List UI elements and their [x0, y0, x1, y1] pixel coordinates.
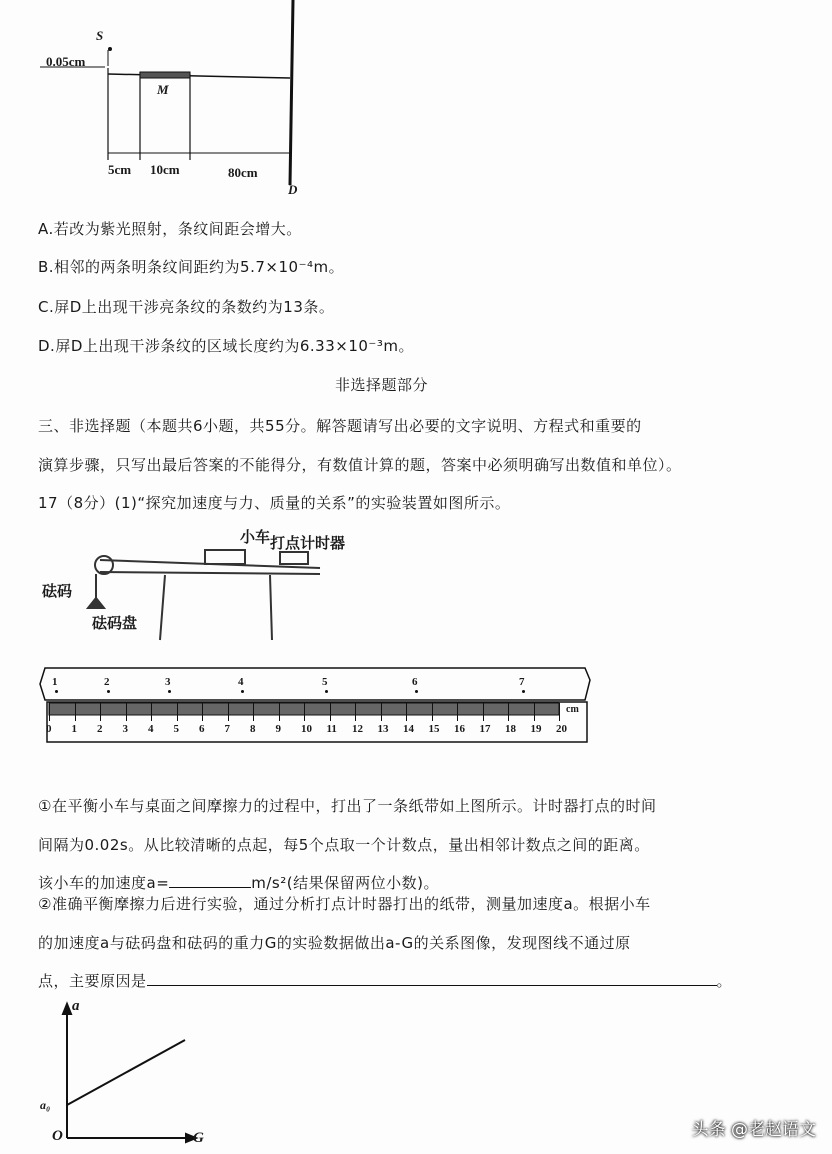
graph-intercept-label: a₀ — [40, 1098, 51, 1112]
distance-label-1: 5cm — [108, 162, 132, 177]
ruler-tick-label: 20 — [556, 723, 567, 735]
tape-dot — [168, 690, 171, 693]
tape-point-label: 6 — [412, 676, 418, 688]
ruler-tick-label: 4 — [148, 723, 154, 735]
ruler-tick — [49, 703, 50, 721]
ruler-tick-label: 5 — [173, 723, 179, 735]
distance-label-2: 10cm — [150, 162, 180, 177]
watermark: 头条 @老赵语文 — [691, 1120, 816, 1140]
q1-line3 — [38, 872, 439, 893]
ruler-tick — [202, 703, 203, 721]
ruler-tick-label: 0 — [46, 723, 52, 735]
cart-label: 小车 — [240, 530, 271, 546]
option-d: D.屏D上出现干涉条纹的区域长度约为6.33×10⁻³m。 — [38, 337, 414, 355]
q2-line1: ②准确平衡摩擦力后进行实验，通过分析打点计时器打出的纸带，测量加速度a。根据小车 — [38, 895, 651, 913]
q2-line3 — [38, 970, 732, 991]
a-G-graph — [63, 1004, 196, 1142]
tape-dot — [55, 690, 58, 693]
ruler-tick-label: 6 — [199, 723, 205, 735]
ruler-tick-label: 18 — [505, 723, 516, 735]
ruler-tick — [330, 703, 331, 721]
ruler-tick — [151, 703, 152, 721]
tape-dot — [522, 690, 525, 693]
ruler-tick — [355, 703, 356, 721]
weight-label: 砝码 — [42, 584, 73, 600]
q1-line1: ①在平衡小车与桌面之间摩擦力的过程中，打出了一条纸带如上图所示。计时器打点的时间 — [38, 797, 657, 815]
ruler-tick-label: 19 — [530, 723, 542, 735]
ruler-tick — [126, 703, 127, 721]
graph-origin-label: O — [52, 1128, 63, 1144]
q2-line2: 的加速度a与砝码盘和砝码的重力G的实验数据做出a-G的关系图像，发现图线不通过原 — [38, 934, 631, 952]
ruler-tick-label: 11 — [326, 723, 337, 735]
mask-label: M — [157, 82, 169, 97]
ruler-tick-label: 13 — [377, 723, 389, 735]
ruler-tick-label: 17 — [479, 723, 491, 735]
ruler-tick-label: 9 — [275, 723, 281, 735]
ruler-tick-label: 8 — [250, 723, 256, 735]
question-17-intro: 17（8分）(1)“探究加速度与力、质量的关系”的实验装置如图所示。 — [38, 494, 511, 512]
ruler-tick-label: 12 — [352, 723, 363, 735]
option-c: C.屏D上出现干涉亮条纹的条数约为13条。 — [38, 298, 335, 316]
ruler-tick — [381, 703, 382, 721]
q1-unit-note: m/s²(结果保留两位小数)。 — [251, 874, 439, 892]
ruler-tick — [534, 703, 535, 721]
tape-point-label: 1 — [52, 676, 58, 688]
timer-label: 打点计时器 — [270, 536, 346, 552]
tape-dot — [325, 690, 328, 693]
tape-point-label: 5 — [322, 676, 328, 688]
tape-point-label: 3 — [165, 676, 171, 688]
option-b: B.相邻的两条明条纹间距约为5.7×10⁻⁴m。 — [38, 258, 345, 276]
ruler-tick — [177, 703, 178, 721]
ruler-tick-label: 1 — [71, 723, 77, 735]
ruler-unit: cm — [566, 704, 579, 715]
pan-label: 砝码盘 — [92, 616, 138, 632]
acceleration-answer-blank[interactable] — [169, 873, 251, 888]
graph-x-label: G — [193, 1130, 204, 1146]
q1-line2: 间隔为0.02s。从比较清晰的点起，每5个点取一个计数点，量出相邻计数点之间的距离。 — [38, 836, 650, 854]
ruler-tick — [304, 703, 305, 721]
reason-answer-blank[interactable] — [147, 971, 717, 986]
tape-dot — [107, 690, 110, 693]
ruler-tick-label: 2 — [97, 723, 103, 735]
section-intro-line2: 演算步骤，只写出最后答案的不能得分，有数值计算的题，答案中必须明确写出数值和单位）。 — [38, 456, 682, 474]
ruler-tick — [559, 703, 560, 721]
ruler-tick-label: 14 — [403, 723, 414, 735]
ruler-tick — [457, 703, 458, 721]
ruler-tick — [406, 703, 407, 721]
tape-dot — [241, 690, 244, 693]
tape-point-label: 4 — [238, 676, 244, 688]
ruler-tick — [100, 703, 101, 721]
ruler-tick — [508, 703, 509, 721]
option-a: A.若改为紫光照射，条纹间距会增大。 — [38, 220, 302, 238]
ruler-tick — [75, 703, 76, 721]
graph-y-label: a — [72, 998, 80, 1014]
tape-dot — [415, 690, 418, 693]
screen-label: D — [288, 182, 298, 197]
section-heading: 非选择题部分 — [335, 376, 429, 394]
distance-label-3: 80cm — [228, 165, 258, 180]
ruler-tick — [279, 703, 280, 721]
tape-point-label: 2 — [104, 676, 110, 688]
ruler-tick — [483, 703, 484, 721]
section-intro-line1: 三、非选择题（本题共6小题，共55分。解答题请写出必要的文字说明、方程式和重要的 — [38, 417, 642, 435]
q2-end: 。 — [716, 972, 733, 990]
ruler-tick — [432, 703, 433, 721]
ruler-tick-label: 15 — [428, 723, 440, 735]
q1-prompt: 该小车的加速度a= — [38, 874, 170, 892]
tape-point-label: 7 — [519, 676, 525, 688]
ruler-tick-label: 10 — [301, 723, 312, 735]
q2-prompt: 点，主要原因是 — [38, 972, 147, 990]
source-label: S — [96, 28, 104, 43]
gap-label: 0.05cm — [46, 54, 86, 69]
ruler-tick — [228, 703, 229, 721]
ruler-tick-label: 3 — [122, 723, 128, 735]
ruler-tick — [253, 703, 254, 721]
ruler-tick-label: 7 — [224, 723, 230, 735]
ruler-tick-label: 16 — [454, 723, 465, 735]
